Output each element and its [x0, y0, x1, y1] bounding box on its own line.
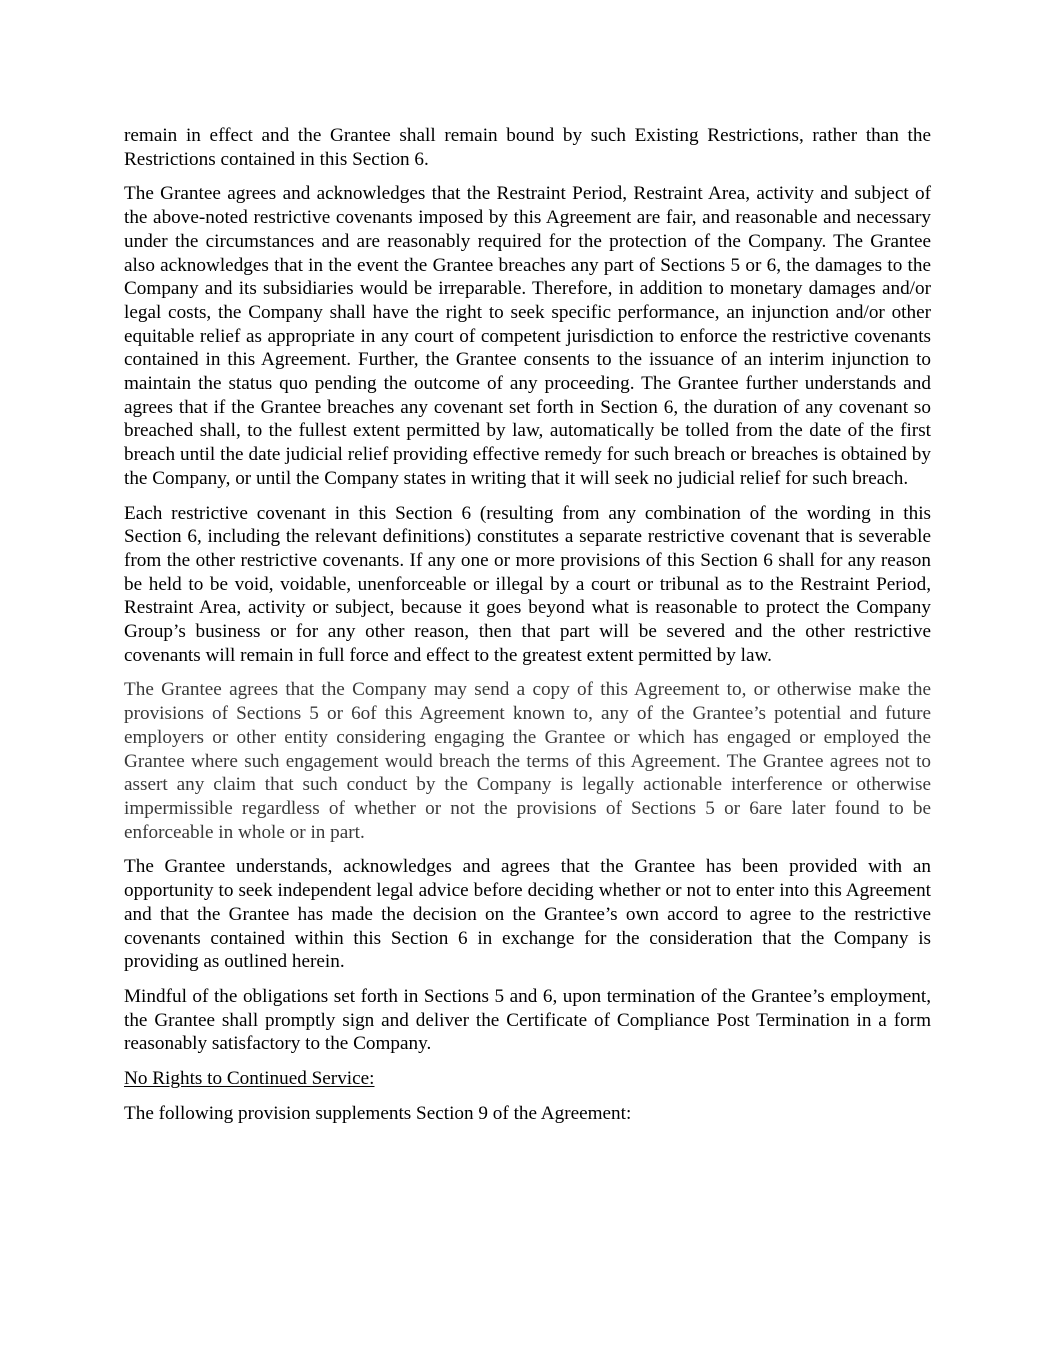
- section-heading-no-rights: No Rights to Continued Service:: [124, 1068, 375, 1090]
- paragraph-certificate-of-compliance: Mindful of the obligations set forth in Sections 5 and 6, upon termination of the Grantee’s employment, the Grantee shall promptly sign and deliver the Certificate of Compliance Post Termination in a form reasonably satisfactory to the Company.: [124, 985, 931, 1055]
- paragraph-severability: Each restrictive covenant in this Section 6 (resulting from any combination of the wording in this Section 6, including the relevant definitions) constitutes a separate restrictive covenant that is severable from the other restrictive covenants. If any one or more provisions of this Section 6 shall for any reason be held to be void, voidable, unenforceable or illegal by a court or tribunal as to the Restraint Period, Restraint Area, activity or subject, because it goes beyond what is reasonable to protect the Company Group’s business or for any other reason, then that part will be severed and the other restrictive covenants will remain in full force and effect to the greatest extent permitted by law.: [124, 502, 931, 666]
- paragraph-acknowledgement-reasonableness: The Grantee agrees and acknowledges that the Restraint Period, Restraint Area, activity and subject of the above-noted restrictive covenants imposed by this Agreement are fair, and reasonable and necessary under the circumstances and are reasonably required for the protection of the Company. The Grantee also acknowledges that in the event the Grantee breaches any part of Sections 5 or 6, the damages to the Company and its subsidiaries would be irreparable. Therefore, in addition to monetary damages and/or legal costs, the Company shall have the right to seek specific performance, an injunction and/or other equitable relief as appropriate in any court of competent jurisdiction to enforce the restrictive covenants contained in this Agreement. Further, the Grantee consents to the issuance of an interim injunction to maintain the status quo pending the outcome of any proceeding. The Grantee further understands and agrees that if the Grantee breaches any covenant set forth in Section 6, the duration of any covenant so breached shall, to the fullest extent permitted by law, automatically be tolled from the date of the first breach until the date judicial relief providing effective remedy for such breach or breaches is obtained by the Company, or until the Company states in writing that it will seek no judicial relief for such breach.: [124, 183, 931, 489]
- paragraph-existing-restrictions: remain in effect and the Grantee shall remain bound by such Existing Restrictions, rather than the Restrictions contained in this Section 6.: [124, 125, 931, 170]
- document-page: [124, 124, 931, 1125]
- paragraph-legal-advice: The Grantee understands, acknowledges and agrees that the Grantee has been provided with an opportunity to seek independent legal advice before deciding whether or not to enter into this Agreement and that the Grantee has made the decision on the Grantee’s own accord to agree to the restrictive covenants contained within this Section 6 in exchange for the consideration that the Company is providing as outlined herein.: [124, 856, 931, 973]
- closing-line: The following provision supplements Section 9 of the Agreement:: [124, 1102, 632, 1124]
- paragraph-notice-to-employers: The Grantee agrees that the Company may send a copy of this Agreement to, or otherwise make the provisions of Sections 5 or 6of this Agreement known to, any of the Grantee’s potential and future employers or other entity considering engaging the Grantee or which has engaged or employed the Grantee where such engagement would breach the terms of this Agreement. The Grantee agrees not to assert any claim that such conduct by the Company is legally actionable interference or otherwise impermissible regardless of whether or not the provisions of Sections 5 or 6are later found to be enforceable in whole or in part.: [124, 679, 931, 843]
